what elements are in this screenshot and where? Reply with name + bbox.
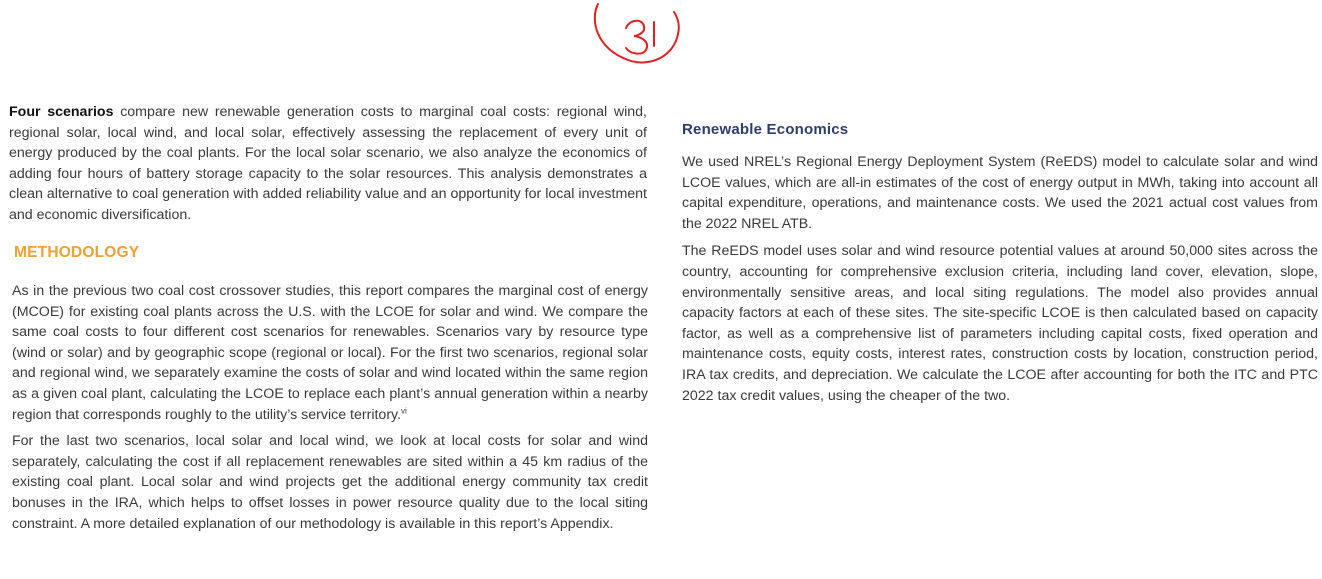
methodology-paragraph-1-text: As in the previous two coal cost crossover studies, this report compares the marginal cost of energy (MCOE) for existing coal plants across the U.S. with the LCOE for solar and wind. We compare the same coal costs to four different cost scenarios for renewables. Scenarios vary by resource type (wind or solar) and by geographic scope (regional or local). For the first two scenarios, regional solar and regional wind, we separately examine the costs of solar and wind located within the same region as a given coal plant, calculating the LCOE to replace each plant’s annual generation within a nearby region that corresponds roughly to the utility’s service territory. bbox=[12, 283, 648, 423]
methodology-section bbox=[12, 281, 648, 534]
intro-section bbox=[9, 102, 647, 226]
renewable-economics-paragraph-2: The ReEDS model uses solar and wind resource potential values at around 50,000 sites across the country, accounting for comprehensive exclusion criteria, including land cover, elevation, slope, environmentally sensitive areas, and local siting regulations. The model also provides annual capacity factors at each of these sites. The site-specific LCOE is then calculated based on capacity factor, as well as a comprehensive list of parameters including capital costs, fixed operation and maintenance costs, equity costs, interest rates, construction costs by location, construction period, IRA tax credits, and depreciation. We calculate the LCOE after accounting for both the ITC and PTC 2022 tax credit values, using the cheaper of the two. bbox=[682, 243, 1318, 404]
intro-text: compare new renewable generation costs to marginal coal costs: regional wind, regional solar, local wind, and local solar, effectively assessing the replacement of every unit of energy produced by the coal plants. For the local solar scenario, we also analyze the economics of adding four hours of battery storage capacity to the solar resources. This analysis demonstrates a clean alternative to coal generation with added reliability value and an opportunity for local investment and economic diversification. bbox=[9, 104, 647, 223]
methodology-paragraph-2: For the last two scenarios, local solar and local wind, we look at local costs for solar and wind separately, calculating the cost if all replacement renewables are sited within a 45 km radius of the existing coal plant. Local solar and wind projects get the additional energy community tax credit bonuses in the IRA, which helps to offset losses in power resource quality due to the local siting constraint. A more detailed explanation of our methodology is available in this report’s Appendix. bbox=[12, 433, 648, 532]
methodology-heading: METHODOLOGY bbox=[14, 244, 140, 261]
renewable-economics-heading: Renewable Economics bbox=[682, 121, 849, 138]
handwritten-page-number-mark bbox=[588, 0, 684, 68]
renewable-economics-paragraph-1: We used NREL’s Regional Energy Deployment System (ReEDS) model to calculate solar and wind LCOE values, which are all-in estimates of the cost of energy output in MWh, taking into account all capital expenditure, operations, and maintenance costs. We used the 2021 actual cost values from the 2022 NREL ATB. bbox=[682, 154, 1318, 232]
methodology-paragraph-1 bbox=[12, 281, 648, 425]
intro-paragraph bbox=[9, 102, 647, 226]
renewable-economics-section bbox=[682, 152, 1318, 406]
intro-lead: Four scenarios bbox=[9, 104, 114, 120]
footnote-marker: vi bbox=[401, 405, 407, 415]
